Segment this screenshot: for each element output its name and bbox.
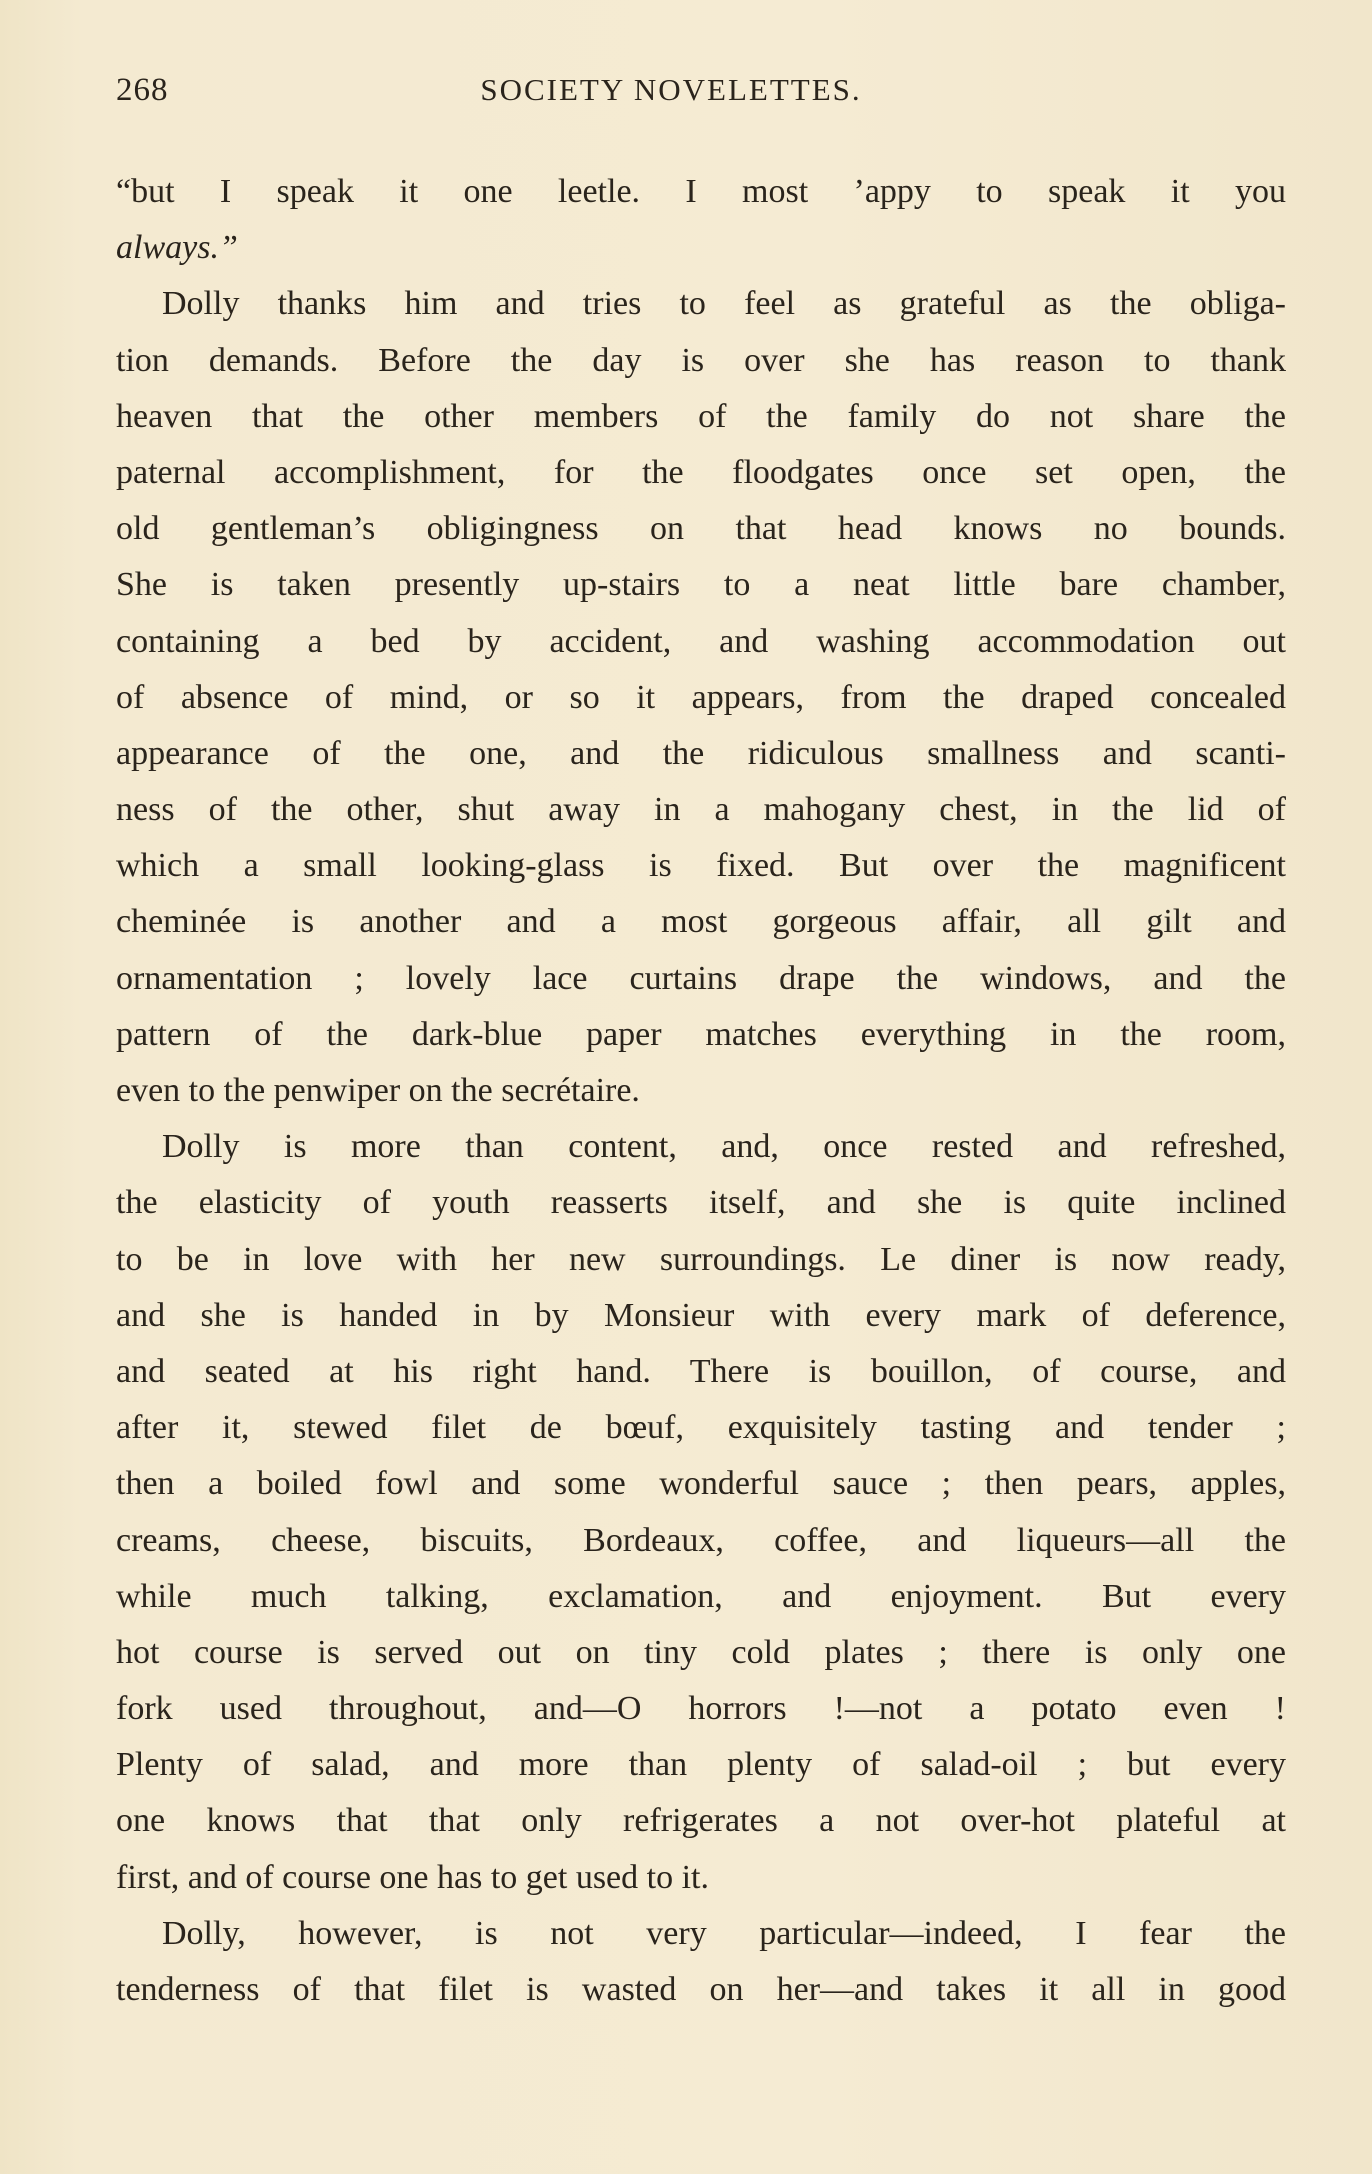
text-line: hot course is served out on tiny cold plates ; there is only one (116, 1633, 1286, 1671)
text-line: tenderness of that filet is wasted on her—and takes it all in good (116, 1971, 1286, 2008)
page-header (116, 72, 1286, 132)
text-line: ornamentation ; lovely lace curtains drape the windows, and the (116, 959, 1286, 997)
text-line: Dolly thanks him and tries to feel as grateful as the obliga- (162, 285, 1286, 323)
text-line: while much talking, exclamation, and enjoyment. But every (116, 1577, 1286, 1615)
body-text (116, 164, 1286, 2018)
text-line: which a small looking-glass is fixed. But over the magnificent (116, 847, 1286, 885)
text-line: “but I speak it one leetle. I most ’appy to speak it you (116, 173, 1286, 210)
text-line: and she is handed in by Monsieur with every mark of deference, (116, 1296, 1286, 1334)
text-line: after it, stewed filet de bœuf, exquisitely tasting and tender ; (116, 1409, 1286, 1447)
text-line: ness of the other, shut away in a mahogany chest, in the lid of (116, 791, 1286, 829)
text-line: Dolly is more than content, and, once rested and refreshed, (162, 1128, 1286, 1166)
text-line: She is taken presently up-stairs to a neat little bare chamber, (116, 566, 1286, 604)
text-line: one knows that that only refrigerates a not over-hot plateful at (116, 1802, 1286, 1840)
text-line: heaven that the other members of the family do not share the (116, 397, 1286, 435)
running-title: SOCIETY NOVELETTES. (480, 72, 862, 107)
text-line: containing a bed by accident, and washing accommodation out (116, 622, 1286, 660)
text-line: pattern of the dark-blue paper matches everything in the room, (116, 1015, 1286, 1053)
text-line: appearance of the one, and the ridiculous smallness and scanti- (116, 734, 1286, 772)
text-line: fork used throughout, and—O horrors !—not a potato even ! (116, 1690, 1286, 1728)
text-line: paternal accomplishment, for the floodgates once set open, the (116, 453, 1286, 491)
text-line: old gentleman’s obligingness on that head knows no bounds. (116, 510, 1286, 548)
text-line: then a boiled fowl and some wonderful sauce ; then pears, apples, (116, 1465, 1286, 1503)
text-line: the elasticity of youth reasserts itself, and she is quite inclined (116, 1184, 1286, 1222)
text-line: even to the penwiper on the secrétaire. (116, 1072, 640, 1109)
text-line: to be in love with her new surroundings. Le diner is now ready, (116, 1240, 1286, 1278)
text-line: cheminée is another and a most gorgeous affair, all gilt and (116, 903, 1286, 941)
text-line: and seated at his right hand. There is bouillon, of course, and (116, 1352, 1286, 1390)
text-line: first, and of course one has to get used to it. (116, 1858, 709, 1896)
text-line: always.” (116, 229, 238, 267)
page-number: 268 (116, 72, 169, 108)
text-line: Dolly, however, is not very particular—indeed, I fear the (162, 1914, 1286, 1952)
text-line: Plenty of salad, and more than plenty of salad-oil ; but every (116, 1746, 1286, 1784)
text-line: creams, cheese, biscuits, Bordeaux, coffee, and liqueurs—all the (116, 1521, 1286, 1559)
text-line: tion demands. Before the day is over she has reason to thank (116, 341, 1286, 379)
text-line: of absence of mind, or so it appears, from the draped concealed (116, 678, 1286, 716)
